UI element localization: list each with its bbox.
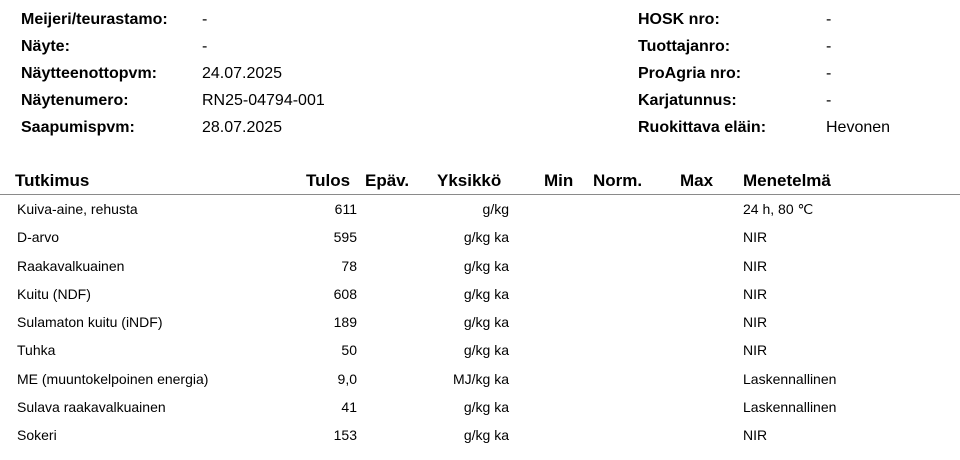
result-unit: g/kg ka [463,229,509,246]
analysis-name: Kuiva-aine, rehusta [17,201,138,217]
dairy-slaughterhouse-value: - [202,11,208,28]
fed-animal-value: Hevonen [826,119,891,136]
analysis-name: D-arvo [17,229,60,246]
herd-id-value: - [826,92,832,109]
analysis-name: Sulamaton kuitu (iNDF) [17,314,163,331]
table-row [0,281,960,309]
proagria-number-label: ProAgria nro: [638,65,742,82]
hosk-number-value: - [826,11,832,28]
result-unit: MJ/kg ka [452,370,509,387]
analysis-method: Laskennallinen [743,370,837,387]
result-value: 153 [333,427,357,444]
sample-number-value: RN25-04794-001 [202,92,325,109]
analysis-method: Laskennallinen [743,399,837,416]
sample-number-label: Näytenumero: [21,92,129,109]
result-value: 611 [334,201,357,217]
fed-animal-label: Ruokittava eläin: [638,119,767,136]
proagria-number-value: - [826,65,832,82]
producer-number-label: Tuottajanro: [638,38,731,55]
header-min: Min [544,171,574,190]
sample-value: - [202,38,208,55]
result-unit: g/kg ka [463,427,509,444]
analysis-method: NIR [743,229,768,246]
sample-label: Näyte: [21,38,70,55]
result-unit: g/kg ka [463,257,509,274]
result-unit: g/kg ka [463,285,509,302]
header-uncertainty: Epäv. [365,171,410,190]
header-norm: Norm. [593,171,643,190]
table-row [0,394,960,422]
result-value: 78 [341,257,357,274]
analysis-name: Sokeri [17,427,57,444]
arrival-date-value: 28.07.2025 [202,119,283,136]
result-unit: g/kg ka [463,399,509,416]
analysis-name: Tuhka [17,342,56,359]
header-result: Tulos [306,171,351,190]
table-row [0,224,960,252]
hosk-number-label: HOSK nro: [638,11,720,28]
results-table-header [0,170,960,195]
analysis-method: NIR [743,427,768,444]
herd-id-label: Karjatunnus: [638,92,737,109]
header-analysis: Tutkimus [15,171,90,190]
result-value: 608 [333,285,357,302]
table-row [0,422,960,450]
sampling-date-label: Näytteenottopvm: [21,65,158,82]
producer-number-value: - [826,38,832,55]
table-row [0,309,960,337]
result-value: 50 [341,342,357,359]
analysis-name: Sulava raakavalkuainen [17,399,166,416]
header-max: Max [680,171,714,190]
table-row [0,196,960,224]
analysis-name: ME (muuntokelpoinen energia) [17,370,209,387]
analysis-method: NIR [743,257,768,274]
table-row [0,366,960,394]
results-table-body [0,196,960,451]
analysis-method: NIR [743,285,768,302]
analysis-name: Kuitu (NDF) [17,285,91,302]
result-value: 595 [333,229,357,246]
analysis-name: Raakavalkuainen [17,257,125,274]
result-value: 9,0 [337,370,357,387]
arrival-date-label: Saapumispvm: [21,119,135,136]
analysis-method: NIR [743,314,768,331]
result-value: 41 [341,399,357,416]
result-unit: g/kg [482,201,509,217]
result-unit: g/kg ka [463,342,509,359]
header-method: Menetelmä [743,171,831,190]
sampling-date-value: 24.07.2025 [202,65,283,82]
dairy-slaughterhouse-label: Meijeri/teurastamo: [21,11,168,28]
header-unit: Yksikkö [437,171,502,190]
table-row [0,337,960,365]
table-row [0,253,960,281]
analysis-method: 24 h, 80 ℃ [743,201,814,217]
analysis-method: NIR [743,342,768,359]
result-unit: g/kg ka [463,314,509,331]
result-value: 189 [333,314,357,331]
